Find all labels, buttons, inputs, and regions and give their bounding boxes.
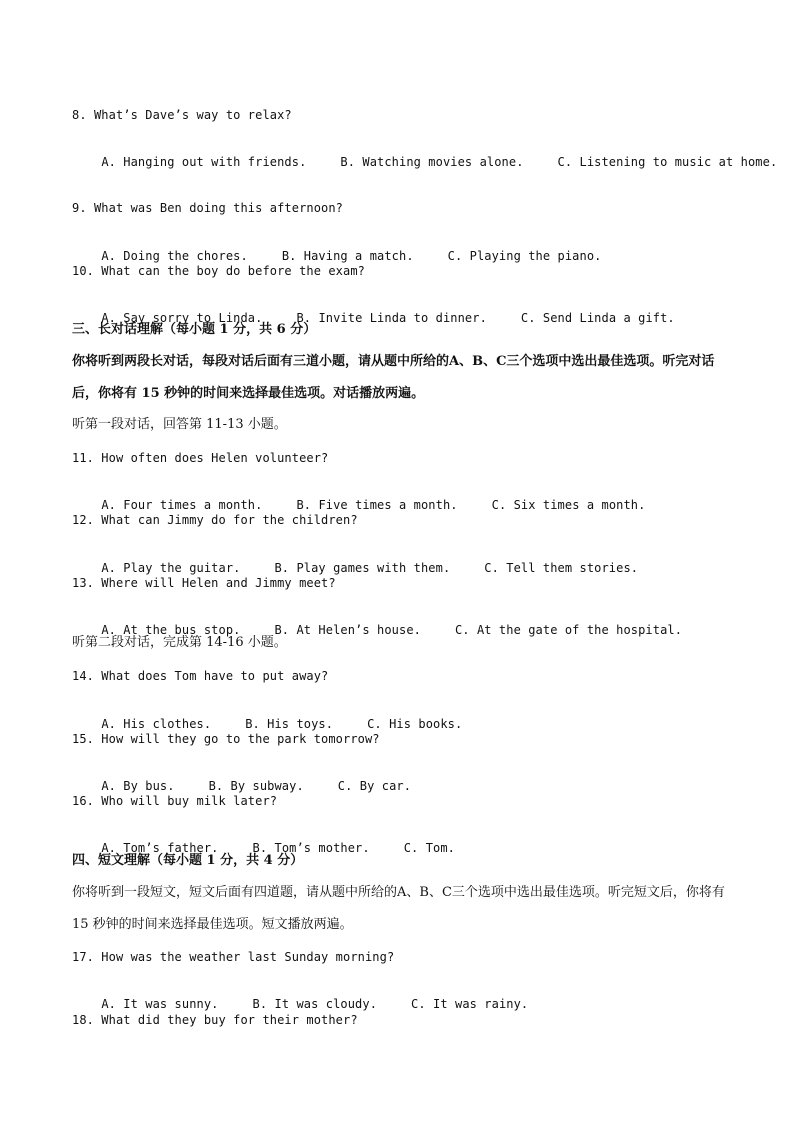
option-8c: C. Listening to music at home.	[557, 155, 778, 169]
option-10c: C. Send Linda a gift.	[520, 311, 675, 325]
option-8a: A. Hanging out with friends.	[101, 155, 307, 169]
option-14a: A. His clothes.	[101, 717, 212, 731]
option-12c: C. Tell them stories.	[484, 561, 639, 575]
option-16b: B. Tom’s mother.	[252, 841, 370, 855]
option-14b: B. His toys.	[245, 717, 334, 731]
option-11a: A. Four times a month.	[101, 498, 263, 512]
option-10b: B. Invite Linda to dinner.	[296, 311, 487, 325]
question-15: 15. How will they go to the park tomorrow?	[72, 732, 380, 746]
option-9b: B. Having a match.	[281, 249, 414, 263]
option-10a: A. Say sorry to Linda.	[101, 311, 263, 325]
question-14: 14. What does Tom have to put away?	[72, 669, 329, 683]
section-3-heading: 三、长对话理解（每小题 1 分，共 6 分）	[72, 322, 317, 337]
option-15c: C. By car.	[337, 779, 412, 793]
option-9c: C. Playing the piano.	[447, 249, 602, 263]
option-15b: B. By subway.	[208, 779, 304, 793]
section-4-instructions: 你将听到一段短文，短文后面有四道题，请从题中所给的A、B、C三个选项中选出最佳选项。听完短文后，你将有 15 秒钟的时间来选择最佳选项。短文播放两遍。	[72, 885, 725, 932]
question-8: 8. What’s Dave’s way to relax?	[72, 108, 292, 122]
option-12b: B. Play games with them.	[274, 561, 451, 575]
question-12: 12. What can Jimmy do for the children?	[72, 513, 358, 527]
option-17b: B. It was cloudy.	[252, 997, 378, 1011]
question-9: 9. What was Ben doing this afternoon?	[72, 201, 344, 215]
option-13c: C. At the gate of the hospital.	[454, 623, 683, 637]
option-17a: A. It was sunny.	[101, 997, 219, 1011]
question-11: 11. How often does Helen volunteer?	[72, 451, 329, 465]
option-16a: A. Tom’s father.	[101, 841, 219, 855]
option-14c: C. His books.	[367, 717, 463, 731]
question-17: 17. How was the weather last Sunday morning?	[72, 950, 395, 964]
question-18: 18. What did they buy for their mother?	[72, 1013, 358, 1027]
option-12a: A. Play the guitar.	[101, 561, 241, 575]
option-8b: B. Watching movies alone.	[340, 155, 524, 169]
option-16c: C. Tom.	[403, 841, 455, 855]
dialogue-1-intro: 听第一段对话，回答第 11-13 小题。	[72, 417, 287, 432]
options-8	[72, 138, 777, 186]
question-13: 13. Where will Helen and Jimmy meet?	[72, 576, 336, 590]
section-4-heading: 四、短文理解（每小题 1 分，共 4 分）	[72, 853, 304, 868]
option-9a: A. Doing the chores.	[101, 249, 248, 263]
section-3-instructions: 你将听到两段长对话，每段对话后面有三道小题，请从题中所给的A、B、C三个选项中选出最佳选项。听完对话后，你将有 15 秒钟的时间来选择最佳选项。对话播放两遍。	[72, 354, 715, 401]
question-10: 10. What can the boy do before the exam?	[72, 264, 365, 278]
option-11b: B. Five times a month.	[296, 498, 458, 512]
option-17c: C. It was rainy.	[411, 997, 529, 1011]
option-13b: B. At Helen’s house.	[274, 623, 421, 637]
option-13a: A. At the bus stop.	[101, 623, 241, 637]
option-15a: A. By bus.	[101, 779, 175, 793]
option-11c: C. Six times a month.	[491, 498, 646, 512]
dialogue-2-intro: 听第二段对话，完成第 14-16 小题。	[72, 635, 287, 650]
question-16: 16. Who will buy milk later?	[72, 794, 278, 808]
